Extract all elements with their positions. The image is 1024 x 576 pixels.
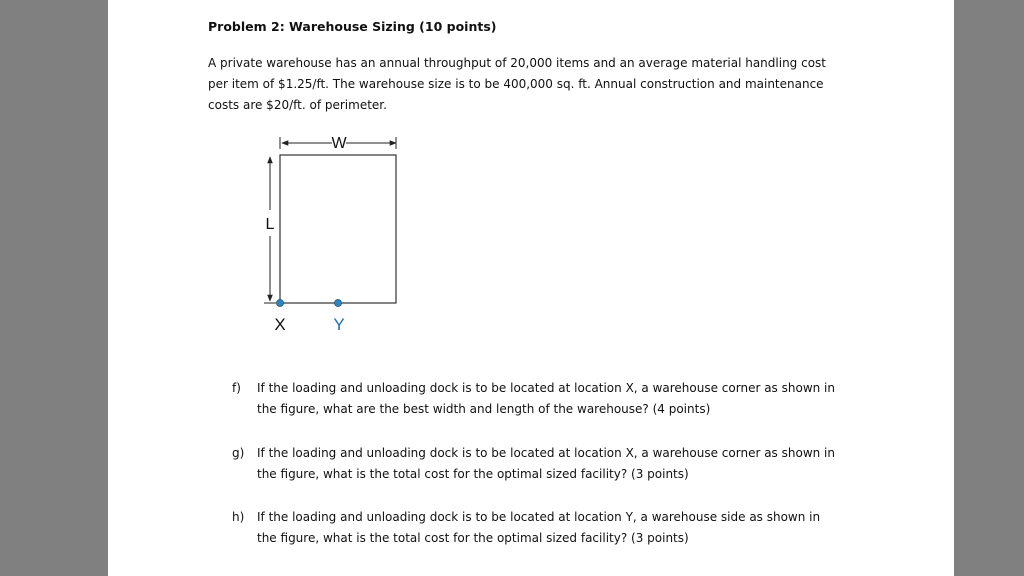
- question-text: [257, 443, 877, 485]
- question-marker: f): [232, 381, 241, 395]
- document-page: [108, 0, 954, 576]
- question-line: the figure, what are the best width and length of the warehouse? (4 points): [257, 402, 711, 416]
- question-text: [257, 507, 877, 549]
- statement-line: A private warehouse has an annual throughput of 20,000 items and an average material handling cost: [208, 56, 826, 70]
- statement-line: costs are $20/ft. of perimeter.: [208, 98, 387, 112]
- dock-point-y: [335, 300, 342, 307]
- statement-line: per item of $1.25/ft. The warehouse size is to be 400,000 sq. ft. Annual construction and maintenance: [208, 77, 824, 91]
- question-line: If the loading and unloading dock is to be located at location Y, a warehouse side as shown in: [257, 510, 821, 524]
- question-line: If the loading and unloading dock is to be located at location X, a warehouse corner as shown in: [257, 446, 835, 460]
- width-label: W: [331, 135, 347, 152]
- question-line: If the loading and unloading dock is to be located at location X, a warehouse corner as shown in: [257, 381, 835, 395]
- warehouse-diagram: [258, 128, 418, 338]
- question-line: the figure, what is the total cost for the optimal sized facility? (3 points): [257, 531, 689, 545]
- length-label: L: [265, 216, 275, 233]
- warehouse-diagram-svg: [258, 128, 418, 338]
- problem-title: Problem 2: Warehouse Sizing (10 points): [208, 19, 497, 34]
- question-line: the figure, what is the total cost for the optimal sized facility? (3 points): [257, 467, 689, 481]
- problem-statement: [208, 53, 858, 116]
- point-x-label: X: [274, 315, 286, 334]
- warehouse-outline: [280, 155, 396, 303]
- question-text: [257, 378, 877, 420]
- point-y-label: Y: [333, 315, 345, 334]
- dock-point-x: [277, 300, 284, 307]
- question-marker: g): [232, 446, 245, 460]
- question-marker: h): [232, 510, 245, 524]
